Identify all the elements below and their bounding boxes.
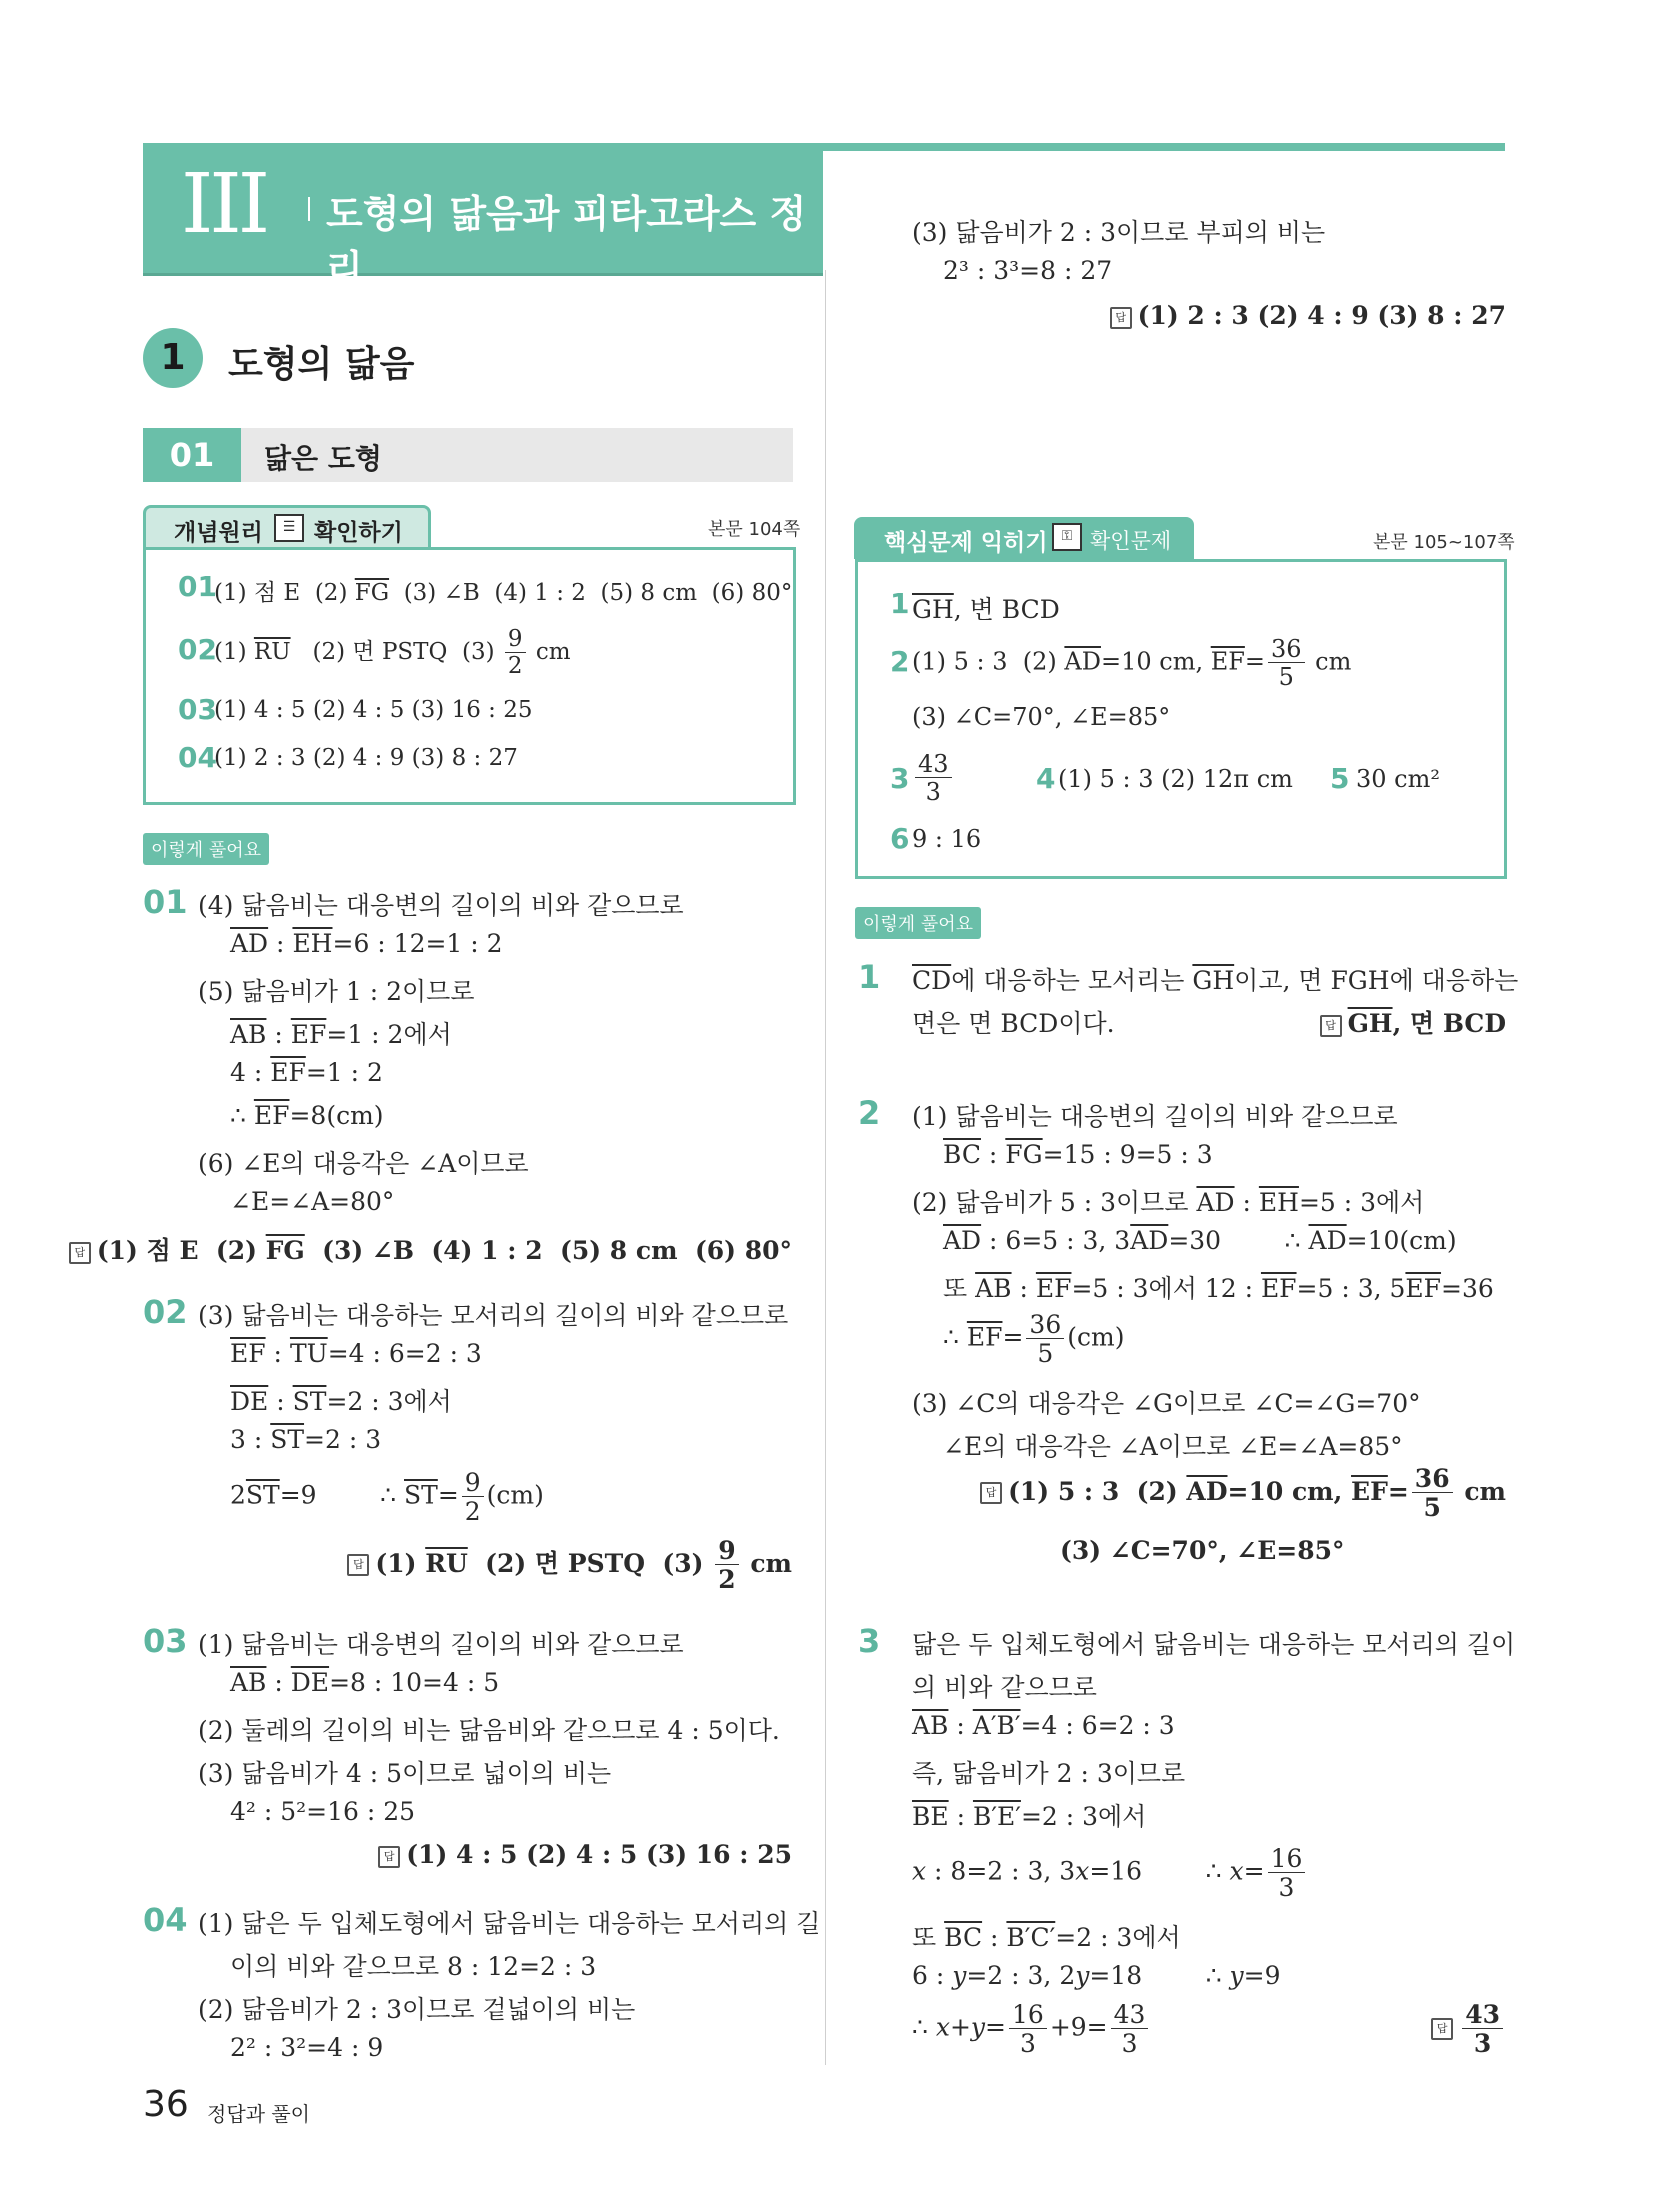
solution-line: 6 : y=2 : 3, 2y=18 ∴ y=9 [912, 1961, 1281, 1990]
answer-icon: 답 [69, 1242, 91, 1264]
concept-tab-label-a: 개념원리 [174, 520, 263, 546]
solution-line: $\overline{AB}$ : A′B′=4 : 6=2 : 3 [912, 1711, 1175, 1740]
solution-line: (3) 닮음비가 2 : 3이므로 부피의 비는 [912, 218, 1326, 247]
solution-line: 면은 면 BCD이다. [912, 1009, 1115, 1038]
solution-line: (2) 닮음비가 2 : 3이므로 겉넓이의 비는 [198, 1995, 636, 2024]
core-num: 3 [890, 762, 910, 795]
solution-line: $\overline{AD}$ : 6=5 : 3, $3\overline{AD}=30$ ∴ $\overline{AD}=10(cm)$ [943, 1226, 1457, 1255]
solution-line: 또 $\overline{BC}$ : B′C′=2 : 3에서 [912, 1923, 1181, 1952]
core-answer: $\overline{GH}$, 변 BCD [912, 595, 1060, 624]
solve-tag: 이렇게 풀어요 [855, 907, 981, 939]
core-box-tab [854, 517, 1194, 559]
solution-line: $\overline{BE}$ : B′E′=2 : 3에서 [912, 1802, 1147, 1831]
problem-number: 1 [858, 958, 881, 996]
core-answer: (3) ∠C=70°, ∠E=85° [912, 703, 1171, 731]
footer-label: 정답과 풀이 [207, 2102, 310, 2126]
solution-line: ∴ $\overline{EF}=8(cm)$ [230, 1101, 384, 1130]
chapter-title: 도형의 닮음과 피타고라스 정리 [326, 192, 807, 291]
core-num: 6 [890, 822, 910, 855]
subsection-title: 닮은 도형 [264, 442, 382, 475]
answer-line: 답 $\overline{GH}$, 면 BCD [1320, 1004, 1506, 1040]
core-answer: (1) 5 : 3 (2) $\overline{AD}=10$ cm, $\overline{EF}=$ $\frac{36}{5}$ cm [912, 635, 1352, 691]
solution-line: 2³ : 3³=8 : 27 [943, 256, 1113, 285]
core-num: 5 [1330, 762, 1350, 795]
solution-line: (1) 닮음비는 대응변의 길이의 비와 같으므로 [912, 1102, 1398, 1131]
solution-line: $\overline{AD}$ : $\overline{EH}=6$ : 12=1 : 2 [230, 929, 503, 958]
problem-number: 2 [858, 1094, 881, 1132]
problem-number: 01 [143, 883, 188, 921]
concept-box-tab [143, 505, 431, 550]
solution-line: 즉, 닮음비가 2 : 3이므로 [912, 1759, 1186, 1788]
problem-number: 02 [143, 1293, 188, 1331]
subsection-number: 01 [143, 428, 241, 482]
check-icon: ☰ [274, 514, 304, 542]
concept-row-num: 03 [178, 693, 217, 726]
solution-line: $\overline{DE}$ : $\overline{ST}=2$ : 3에서 [230, 1387, 452, 1416]
section-title: 도형의 닮음 [228, 344, 415, 385]
page-number: 36 [143, 2084, 189, 2125]
solution-line: (3) 닮음비는 대응하는 모서리의 길이의 비와 같으므로 [198, 1301, 789, 1330]
answer-line: 답 (1) 점 E (2) $\overline{FG}$ (3) ∠B (4) 1 : 2 (5) 8 cm (6) 80° [69, 1231, 792, 1267]
answer-icon: 답 [980, 1482, 1002, 1504]
column-divider [825, 270, 826, 2065]
section-number-circle: 1 [143, 328, 203, 388]
solution-line: (1) 닮음비는 대응변의 길이의 비와 같으므로 [198, 1630, 684, 1659]
solution-line: ∠E=∠A=80° [230, 1187, 395, 1216]
core-tab-label-a: 핵심문제 익히기 [884, 530, 1048, 556]
problem-number: 04 [143, 1901, 188, 1939]
answer-icon: 답 [347, 1554, 369, 1576]
solution-line: ∴ $\overline{EF}=$ $\frac{36}{5}$ (cm) [943, 1310, 1125, 1368]
solution-line: 이의 비와 같으므로 8 : 12=2 : 3 [230, 1952, 597, 1981]
answer-line: (3) ∠C=70°, ∠E=85° [1060, 1536, 1345, 1565]
concept-row-text: (1) 점 E (2) $\overline{FG}$ (3) ∠B (4) 1 : 2 (5) 8 cm (6) 80° [214, 580, 793, 606]
concept-tab-label-b: 확인하기 [314, 520, 403, 546]
solution-line: x : 8=2 : 3, 3x=16 ∴ x= $\frac{16}{3}$ [912, 1846, 1308, 1900]
problem-number: 3 [858, 1622, 881, 1660]
core-tab-label-b: 확인문제 [1090, 529, 1172, 553]
solution-line: ∴ x+y= $\frac{16}{3}$ +9= $\frac{43}{3}$ [912, 2002, 1151, 2056]
core-page-ref: 본문 105~107쪽 [1373, 532, 1515, 553]
answer-line: 답 (1) 4 : 5 (2) 4 : 5 (3) 16 : 25 [378, 1840, 792, 1869]
solution-line: 의 비와 같으므로 [912, 1673, 1097, 1702]
answer-line: 답 $\frac{43}{3}$ [1431, 2002, 1506, 2056]
core-answer: 30 cm² [1356, 765, 1440, 793]
solution-line: $\overline{BC}$ : $\overline{FG}=15$ : 9=5 : 3 [943, 1140, 1213, 1169]
solution-line: $\overline{AB}$ : $\overline{EF}=1$ : 2에서 [230, 1020, 452, 1049]
solution-line: (2) 둘레의 길이의 비는 닮음비와 같으므로 4 : 5이다. [198, 1716, 780, 1745]
solution-line: 2² : 3²=4 : 9 [230, 2033, 384, 2062]
problem-number: 03 [143, 1622, 188, 1660]
concept-row-num: 02 [178, 633, 217, 666]
solution-line: 4 : $\overline{EF}=1$ : 2 [230, 1058, 383, 1087]
concept-row-text: (1) 2 : 3 (2) 4 : 9 (3) 8 : 27 [214, 745, 518, 771]
answer-line: 답 (1) $\overline{RU}$ (2) 면 PSTQ (3) $\frac{9}{2}$ cm [347, 1538, 792, 1592]
solution-line: (4) 닮음비는 대응변의 길이의 비와 같으므로 [198, 891, 684, 920]
core-num: 4 [1036, 762, 1056, 795]
answer-line: 답 (1) 2 : 3 (2) 4 : 9 (3) 8 : 27 [1110, 301, 1506, 330]
solve-tag: 이렇게 풀어요 [143, 833, 269, 865]
core-num: 2 [890, 645, 910, 678]
chapter-divider [308, 197, 310, 221]
concept-row-text: (1) 4 : 5 (2) 4 : 5 (3) 16 : 25 [214, 697, 533, 723]
concept-row-text: (1) $\overline{RU}$ (2) 면 PSTQ (3) $\frac{9}{2}$ cm [214, 626, 571, 679]
solution-line: (2) 닮음비가 5 : 3이므로 $\overline{AD}$ : $\overline{EH}=5$ : 3에서 [912, 1188, 1425, 1217]
solution-line: $\overline{EF}$ : $\overline{TU}=4$ : 6=2 : 3 [230, 1339, 482, 1368]
concept-page-ref: 본문 104쪽 [708, 519, 801, 540]
solution-line: ∠E의 대응각은 ∠A이므로 ∠E=∠A=85° [943, 1432, 1403, 1461]
answer-icon: 답 [1320, 1015, 1342, 1037]
answer-icon: 답 [378, 1846, 400, 1868]
solution-line: (1) 닮은 두 입체도형에서 닮음비는 대응하는 모서리의 길 [198, 1909, 821, 1938]
solution-line: $2\overline{ST}=9$ ∴ $\overline{ST}=$ $\frac{9}{2}$ (cm) [230, 1468, 544, 1526]
solution-line: 닮은 두 입체도형에서 닮음비는 대응하는 모서리의 길이 [912, 1630, 1516, 1659]
chapter-banner [143, 143, 823, 291]
solution-line: 3 : $\overline{ST}=2$ : 3 [230, 1425, 382, 1454]
key-icon: ⚿ [1052, 523, 1082, 551]
answer-line: 답 (1) 5 : 3 (2) $\overline{AD}=10$ cm, $\overline{EF}=$ $\frac{36}{5}$ cm [980, 1466, 1506, 1520]
concept-row-num: 01 [178, 570, 217, 603]
solution-line: (5) 닮음비가 1 : 2이므로 [198, 977, 475, 1006]
answer-icon: 답 [1431, 2018, 1453, 2040]
core-answer: 9 : 16 [912, 825, 982, 853]
chapter-roman: III [181, 157, 267, 252]
top-rule [822, 143, 1505, 151]
concept-row-num: 04 [178, 741, 217, 774]
solution-line: (3) 닮음비가 4 : 5이므로 넓이의 비는 [198, 1759, 612, 1788]
core-answer: (1) 5 : 3 (2) 12π cm [1058, 765, 1293, 793]
solution-line: 4² : 5²=16 : 25 [230, 1797, 416, 1826]
solution-line: $\overline{CD}$에 대응하는 모서리는 $\overline{GH}$이고, 면 FGH에 대응하는 [912, 966, 1519, 995]
solution-line: $\overline{AB}$ : $\overline{DE}=8$ : 10=4 : 5 [230, 1668, 500, 1697]
answer-icon: 답 [1110, 307, 1132, 329]
core-num: 1 [890, 587, 910, 620]
core-answer: $\frac{43}{3}$ [912, 752, 955, 804]
solution-line: (6) ∠E의 대응각은 ∠A이므로 [198, 1149, 529, 1178]
solution-line: (3) ∠C의 대응각은 ∠G이므로 ∠C=∠G=70° [912, 1389, 1421, 1418]
solution-line: 또 $\overline{AB}$ : $\overline{EF}=5$ : 3에서 12 : $\overline{EF}=5$ : 3, $5\overline{EF}=36$ [943, 1274, 1494, 1303]
